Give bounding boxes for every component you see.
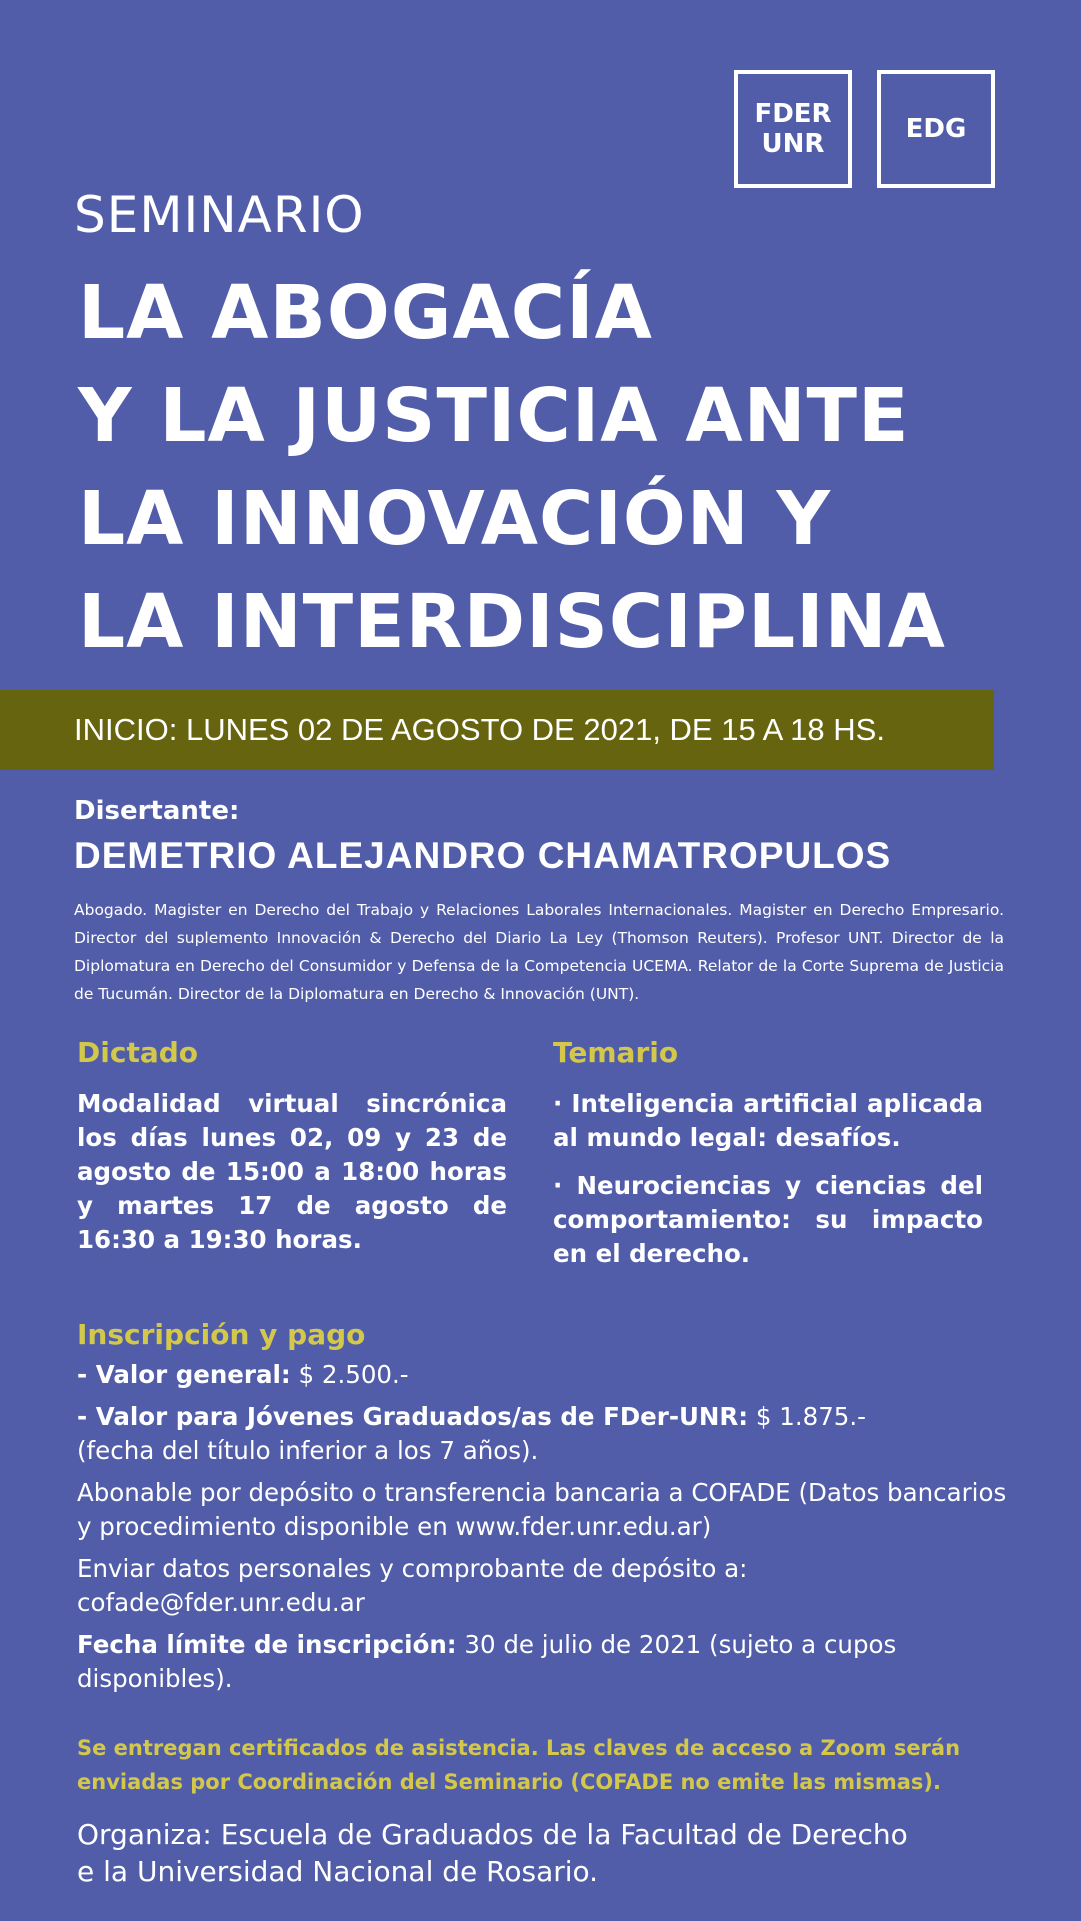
organizer-line: e la Universidad Nacional de Rosario.	[77, 1855, 599, 1888]
inscripcion-section	[77, 1318, 1007, 1704]
speaker-bio: Abogado. Magister en Derecho del Trabajo y Relaciones Laborales Internacionales. Magister en Derecho Empresario. Director del suplemento Innovación & Derecho del Diario La Ley (Thomson Reuters). Profesor UNT. Director de la Diplomatura en Derecho del Consumidor y Defensa de la Competencia UCEMA. Relator de la Corte Suprema de Justicia de Tucumán. Director de la Diplomatura en Derecho & Innovación (UNT).	[74, 901, 1004, 1003]
fecha-limite-value: 30 de julio de 2021 (sujeto a cupos disponibles).	[77, 1630, 897, 1693]
fecha-limite	[77, 1628, 1007, 1696]
valor-general-label: - Valor general:	[77, 1360, 291, 1389]
temario-item: · Neurociencias y ciencias del comportamiento: su impacto en el derecho.	[553, 1171, 983, 1268]
start-date-text: INICIO: LUNES 02 DE AGOSTO DE 2021, DE 15 A 18 HS.	[74, 712, 885, 747]
valor-jovenes-label: - Valor para Jóvenes Graduados/as de FDer-UNR:	[77, 1402, 749, 1431]
dictado-heading: Dictado	[77, 1036, 198, 1069]
enviar-text: Enviar datos personales y comprobante de depósito a:	[77, 1554, 748, 1583]
temario-heading: Temario	[553, 1036, 679, 1069]
edg-logo-text: EDG	[905, 114, 967, 144]
fder-logo-line1: FDER	[754, 99, 832, 129]
contact-email: cofade@fder.unr.edu.ar	[77, 1588, 365, 1617]
valor-jovenes	[77, 1400, 1007, 1468]
edg-logo	[877, 70, 995, 188]
abonable-text: Abonable por depósito o transferencia bancaria a COFADE (Datos bancarios y procedimiento disponible en www.fder.unr.edu.ar)	[77, 1478, 1007, 1541]
valor-general	[77, 1358, 1007, 1392]
page-title	[78, 262, 946, 674]
certificates-notice: Se entregan certificados de asistencia. Las claves de acceso a Zoom serán enviadas por Coordinación del Seminario (COFADE no emite las mismas).	[77, 1736, 961, 1794]
fder-logo-line2: UNR	[761, 129, 825, 159]
fecha-limite-label: Fecha límite de inscripción:	[77, 1630, 457, 1659]
organizer-line: Organiza: Escuela de Graduados de la Facultad de Derecho	[77, 1818, 908, 1851]
valor-general-value: $ 2.500.-	[290, 1360, 409, 1389]
enviar-block	[77, 1552, 1007, 1620]
title-line: Y LA JUSTICIA ANTE	[78, 373, 910, 459]
dictado-text: Modalidad virtual sincrónica los días lunes 02, 09 y 23 de agosto de 15:00 a 18:00 horas y martes 17 de agosto de 16:30 a 19:30 horas.	[77, 1089, 507, 1254]
title-line: LA INNOVACIÓN Y	[78, 476, 832, 562]
dictado-section	[77, 1036, 507, 1257]
speaker-label: Disertante:	[74, 796, 240, 826]
inscripcion-heading: Inscripción y pago	[77, 1318, 366, 1351]
valor-jovenes-value: $ 1.875.-	[748, 1402, 867, 1431]
title-line: LA ABOGACÍA	[78, 270, 653, 356]
temario-section	[553, 1036, 983, 1285]
kicker-seminario: SEMINARIO	[74, 186, 365, 244]
start-date-banner	[0, 690, 994, 770]
temario-item: · Inteligencia artificial aplicada al mundo legal: desafíos.	[553, 1089, 983, 1152]
title-line: LA INTERDISCIPLINA	[78, 579, 946, 665]
speaker-name: DEMETRIO ALEJANDRO CHAMATROPULOS	[74, 835, 892, 876]
fder-unr-logo	[734, 70, 852, 188]
valor-jovenes-note: (fecha del título inferior a los 7 años).	[77, 1436, 539, 1465]
organizer	[77, 1816, 1037, 1890]
